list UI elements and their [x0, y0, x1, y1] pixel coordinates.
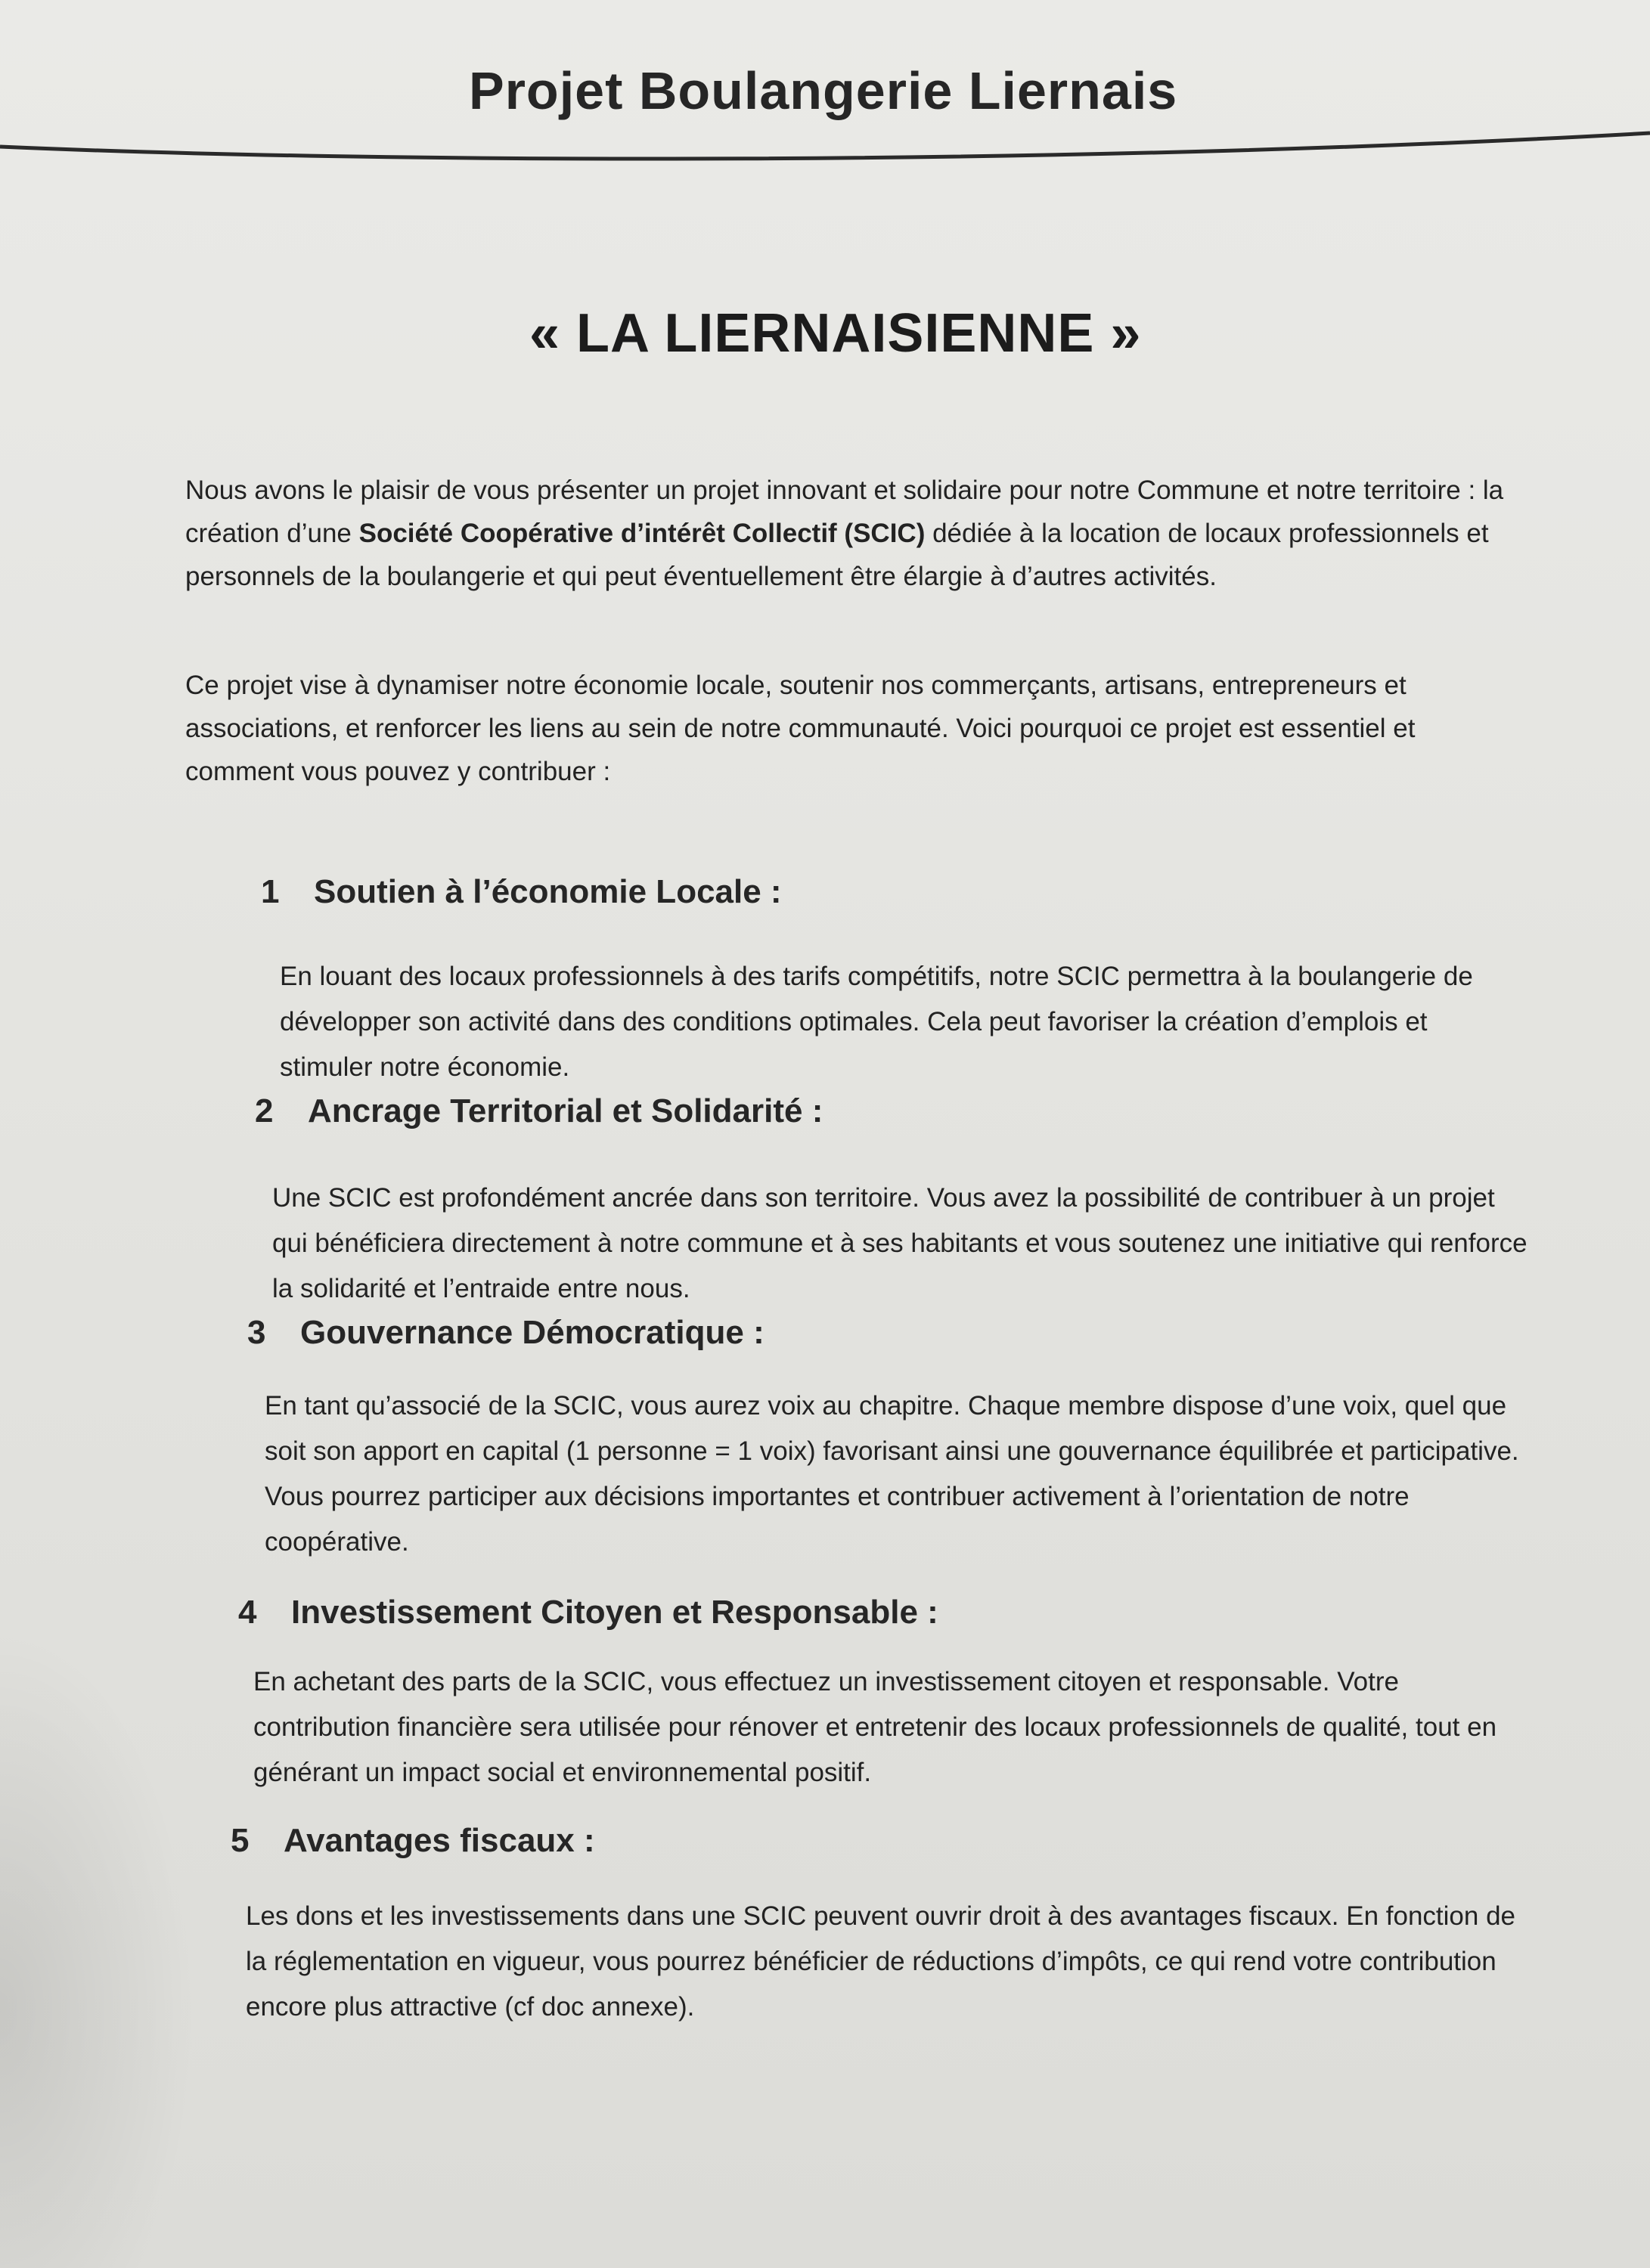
section-heading: Soutien à l’économie Locale :: [314, 873, 782, 910]
section-number: 4: [238, 1594, 257, 1631]
section-number: 5: [231, 1822, 250, 1859]
section-2-title: [255, 1092, 823, 1130]
section-number: 2: [255, 1092, 274, 1129]
scic-name: Société Coopérative d’intérêt Collectif (SCIC): [358, 519, 926, 548]
intro-text: dédiée à la location de locaux professionnels et personnels de la boulangerie et qui peut éventuellement être élargie à d’autres activités.: [185, 519, 1489, 591]
section-heading: Gouvernance Démocratique :: [300, 1314, 765, 1351]
section-number: 3: [247, 1314, 266, 1351]
section-5-title: [231, 1822, 595, 1860]
intro-paragraph-2: Ce projet vise à dynamiser notre économie locale, soutenir nos commerçants, artisans, entrepreneurs et associations, et renforcer les liens au sein de notre communauté. Voici pourquoi ce projet est essentiel et comment vous pouvez y contribuer :: [185, 671, 1416, 786]
section-heading: Investissement Citoyen et Responsable :: [291, 1594, 938, 1631]
section-1-title: [261, 873, 782, 911]
section-4-body: En achetant des parts de la SCIC, vous effectuez un investissement citoyen et responsable. Votre contribution financière sera utilisée pour rénover et entretenir des locaux professionnels de qualité, tout en générant un impact social et environnemental positif.: [253, 1667, 1497, 1787]
section-number: 1: [261, 873, 280, 910]
document-title: « LA LIERNAISIENNE »: [529, 303, 1142, 364]
section-3-body: En tant qu’associé de la SCIC, vous aurez voix au chapitre. Chaque membre dispose d’une voix, quel que soit son apport en capital (1 personne = 1 voix) favorisant ainsi une gouvernance équilibrée et participative. Vous pourrez participer aux décisions importantes et contribuer activement à l’orientation de notre coopérative.: [265, 1391, 1519, 1557]
section-3-title: [247, 1314, 765, 1352]
page-shadow: [0, 1625, 197, 2268]
section-1-body: En louant des locaux professionnels à des tarifs compétitifs, notre SCIC permettra à la boulangerie de développer son activité dans des conditions optimales. Cela peut favoriser la création d’emplois et stimuler notre économie.: [280, 962, 1473, 1082]
header-rule: [0, 127, 1650, 172]
header-title: Projet Boulangerie Liernais: [469, 61, 1178, 120]
intro-text: Nous avons le plaisir de vous présenter un projet innovant et solidaire pour notre Commune et notre territoire : la création d’une: [185, 476, 1504, 548]
section-4-title: [238, 1594, 938, 1631]
section-5-body: Les dons et les investissements dans une SCIC peuvent ouvrir droit à des avantages fiscaux. En fonction de la réglementation en vigueur, vous pourrez bénéficier de réductions d’impôts, ce qui rend votre contribution encore plus attractive (cf doc annexe).: [246, 1901, 1516, 2022]
intro-paragraph-1: [185, 469, 1524, 598]
section-2-body: Une SCIC est profondément ancrée dans son territoire. Vous avez la possibilité de contribuer à un projet qui bénéficiera directement à notre commune et à ses habitants et vous soutenez une initiative qui renforce la solidarité et l’entraide entre nous.: [272, 1183, 1527, 1303]
section-heading: Avantages fiscaux :: [284, 1822, 595, 1859]
section-heading: Ancrage Territorial et Solidarité :: [308, 1092, 823, 1129]
